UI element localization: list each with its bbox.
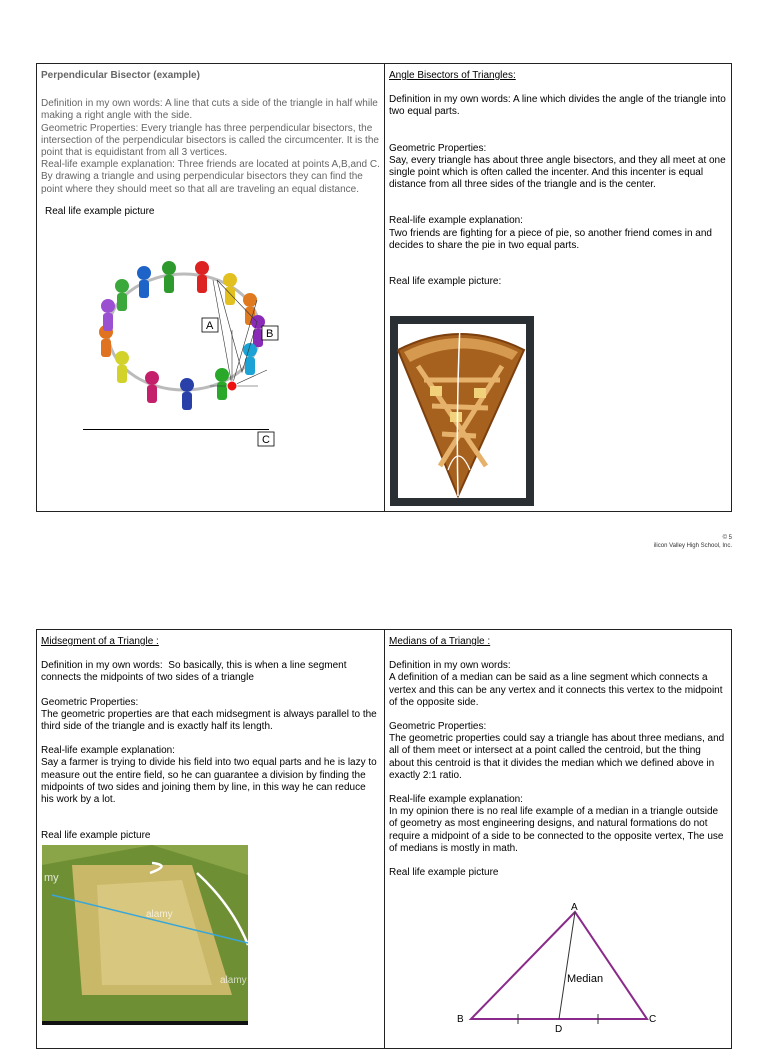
watermark-left: my <box>44 872 59 884</box>
median-cell <box>385 630 731 1048</box>
mid-explanation: Say a farmer is trying to divide his field into two equal parts and he is lazy to measure out the entire field, so he can guarantee a division by finding the midpoints of two sides and joining them by line, in this way he can reduce his work by a lot. <box>41 757 377 806</box>
friends-circle-picture <box>92 260 274 446</box>
angle-explanation: Two friends are fighting for a piece of pie, so another friend comes in and decides to share the pie in two equal parts. <box>389 227 712 251</box>
mid-properties: The geometric properties are that each midsegment is always parallel to the third side of the triangle and is exactly half its length. <box>41 708 377 733</box>
point-d-label: D <box>555 1024 563 1035</box>
mid-properties-head: Geometric Properties: <box>41 696 139 708</box>
label-c: C <box>262 434 270 446</box>
median-definition: A definition of a median can be said as a line segment which connects a vertex and this can be any vertex and it connects this vertex to the midpoint of the opposite side. <box>389 672 723 708</box>
perp-title: Perpendicular Bisector (example) <box>41 70 200 81</box>
watermark-right: alamy <box>220 975 247 986</box>
footer-line-2: ilicon Valley High School, Inc. <box>653 543 732 549</box>
label-b: B <box>266 328 274 340</box>
watermark-center: alamy <box>146 909 173 920</box>
copyright-footer <box>654 534 732 550</box>
median-properties: The geometric properties could say a triangle has about three medians, and all of them meet or intersect at a point called the centroid, but the thing about this centroid is that it divides the median which we defined above in exactly 2:1 ratio. <box>389 733 725 781</box>
median-picture-label: Real life example picture <box>389 867 499 879</box>
angle-title: Angle Bisectors of Triangles: <box>389 70 516 81</box>
footer-line-1: © 5 <box>722 535 732 541</box>
top-table <box>36 63 732 512</box>
mid-picture-label: Real life example picture <box>41 830 151 842</box>
pie-slice-picture <box>390 316 534 506</box>
median-explanation-head: Real-life example explanation: <box>389 794 523 806</box>
mid-explanation-head: Real-life example explanation: <box>41 745 175 757</box>
mid-definition-head: Definition in my own words: <box>41 660 163 672</box>
mid-title: Midsegment of a Triangle : <box>41 636 159 647</box>
angle-explanation-head: Real-life example explanation: <box>389 215 523 227</box>
perpendicular-bisector-cell <box>37 64 385 511</box>
vertex-b-label: B <box>457 1014 464 1025</box>
median-properties-head: Geometric Properties: <box>389 721 487 733</box>
angle-properties: Say, every triangle has about three angle bisectors, and they all meet at one single point which is often called the incenter. And this incenter is equal distance from all three sides of the triangle and is the center. <box>389 154 726 191</box>
midsegment-cell <box>37 630 385 1048</box>
median-label: Median <box>567 973 604 985</box>
angle-picture-label: Real life example picture: <box>389 276 502 288</box>
median-title: Medians of a Triangle : <box>389 636 491 647</box>
blank-answer-line <box>83 429 269 430</box>
angle-properties-head: Geometric Properties: <box>389 142 487 154</box>
median-explanation: In my opinion there is no real life example of a median in a triangle outside of geometry as most engineering designs, and natural formations do not require a midpoint of a side to be connected to the opposite vertex, The use of medians is mostly in math. <box>389 806 724 854</box>
mid-definition <box>41 660 380 684</box>
median-definition-head: Definition in my own words: <box>389 660 511 672</box>
perp-definition: Definition in my own words: A line that cuts a side of the triangle in half while making a right angle with the side. <box>41 98 378 122</box>
mid-definition-text: So basically, this is when a line segment connects the midpoints of two sides of a triangle <box>41 660 347 684</box>
bottom-table <box>36 629 732 1049</box>
label-a: A <box>206 320 214 332</box>
perp-picture-label: Real life example picture <box>45 205 155 217</box>
median-triangle-diagram <box>455 900 675 1040</box>
vertex-a-label: A <box>571 902 578 913</box>
vertex-c-label: C <box>649 1014 657 1025</box>
perp-explanation: Real-life example explanation: Three friends are located at points A,B,and C. By drawing a triangle and using perpendicular bisectors they can find the point where they should meet so that all are traveling an equal distance. <box>41 159 380 195</box>
angle-definition: Definition in my own words: A line which divides the angle of the triangle into two equal parts. <box>389 94 726 118</box>
angle-bisector-cell <box>385 64 731 511</box>
field-aerial-picture <box>42 845 248 1025</box>
perp-properties: Geometric Properties: Every triangle has three perpendicular bisectors, the intersection of the perpendicular bisectors is called the circumcenter. It is the point that is equidistant from all 3 vertices. <box>41 122 379 159</box>
